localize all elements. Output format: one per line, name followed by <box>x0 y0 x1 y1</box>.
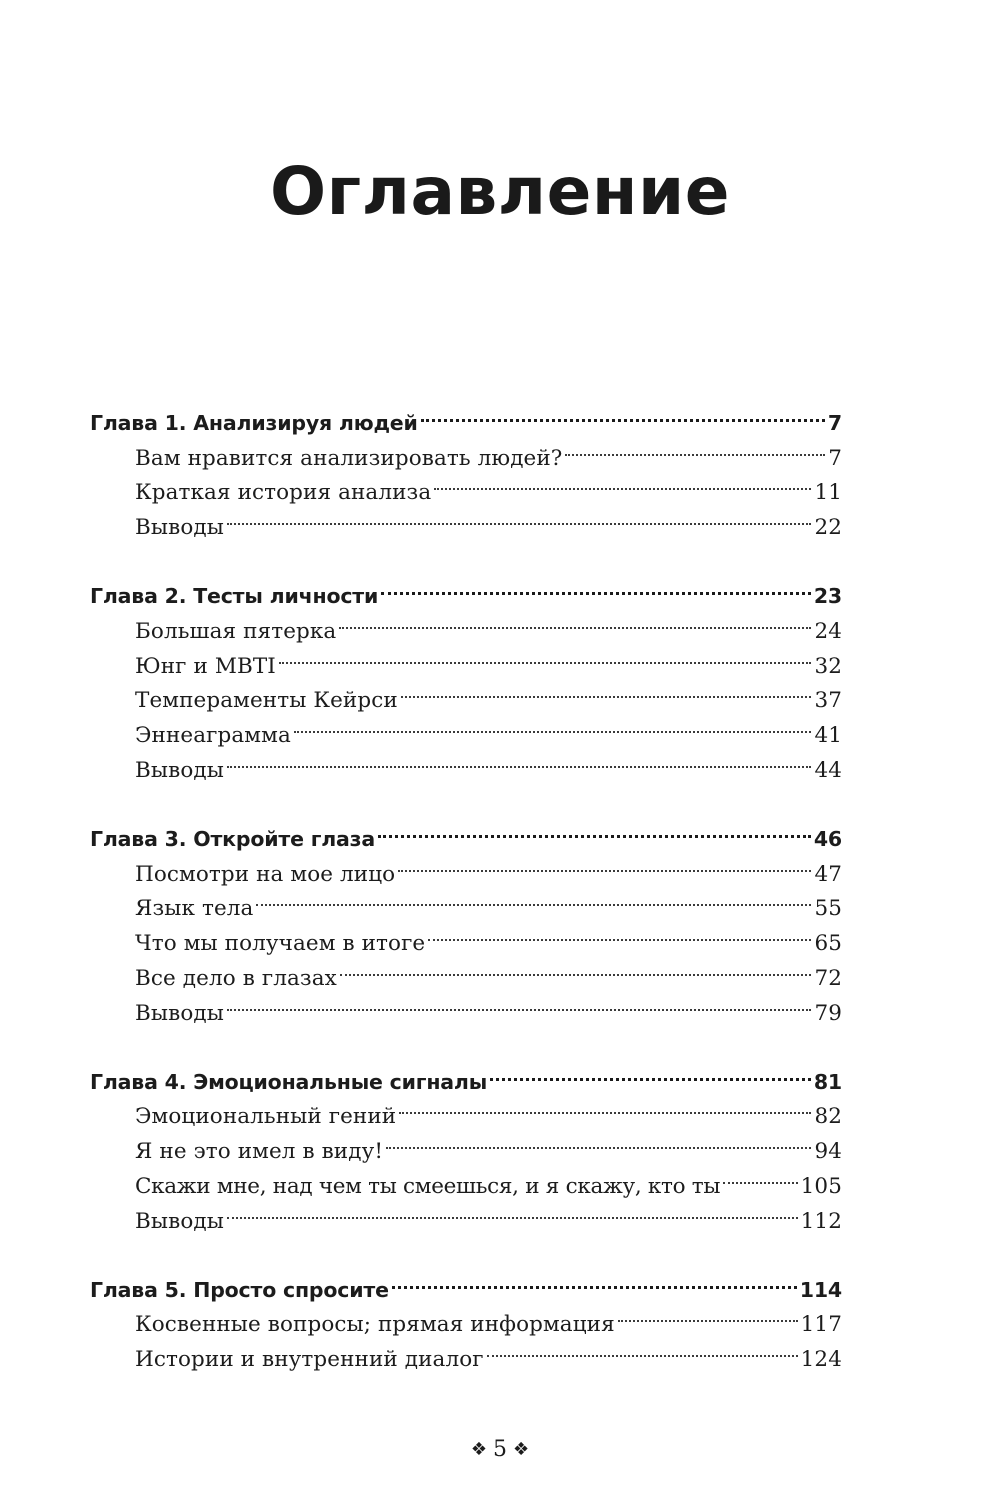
dot-leader <box>227 985 812 1020</box>
diamond-ornament-icon: ❖ <box>513 1439 530 1460</box>
chapter-5 <box>90 1262 842 1373</box>
section-title: Эмоциональный гений <box>135 1104 397 1130</box>
chapter-3 <box>90 811 842 1026</box>
page-number: 124 <box>800 1347 842 1373</box>
dot-leader <box>565 430 825 465</box>
page-number: 22 <box>814 515 842 541</box>
section-title: Темпераменты Кейрси <box>135 688 398 714</box>
dot-leader <box>428 915 811 950</box>
dot-leader <box>227 499 812 534</box>
section-title: Все дело в глазах <box>135 965 337 991</box>
dot-leader <box>339 603 811 638</box>
footer-page-number: 5 <box>493 1437 507 1462</box>
page-number: 32 <box>814 653 842 679</box>
chapter-title: Глава 5. Просто спросите <box>90 1277 389 1302</box>
section-title: Косвенные вопросы; прямая информация <box>135 1312 615 1338</box>
dot-leader <box>434 465 811 500</box>
diamond-ornament-icon: ❖ <box>470 1439 487 1460</box>
page-number: 46 <box>813 826 842 851</box>
dot-leader <box>399 1089 811 1124</box>
page-number: 44 <box>814 757 842 783</box>
dot-leader <box>421 395 825 430</box>
section-title: Выводы <box>135 1208 224 1234</box>
toc-chapter-entry[interactable] <box>90 1262 842 1302</box>
dot-leader <box>723 1158 797 1193</box>
page-number: 105 <box>800 1173 842 1199</box>
dot-leader <box>487 1331 798 1366</box>
section-title: Вам нравится анализировать людей? <box>135 445 563 471</box>
chapter-title: Глава 1. Анализируя людей <box>90 410 418 435</box>
chapter-title: Глава 2. Тесты личности <box>90 583 379 608</box>
section-title: Я не это имел в виду! <box>135 1139 384 1165</box>
page-number: 24 <box>814 618 842 644</box>
section-title: Юнг и MBTI <box>135 653 276 679</box>
toc-chapter-entry[interactable] <box>90 811 842 851</box>
page-number: 41 <box>814 723 842 749</box>
chapter-title: Глава 3. Откройте глаза <box>90 826 376 851</box>
dot-leader <box>227 1193 798 1228</box>
chapter-1 <box>90 395 842 541</box>
dot-leader <box>618 1297 798 1332</box>
section-title: Краткая история анализа <box>135 480 432 506</box>
page-number: 7 <box>828 445 842 471</box>
page-number: 82 <box>814 1104 842 1130</box>
section-title: Скажи мне, над чем ты смеешься, и я скажу, кто ты <box>135 1173 721 1199</box>
dot-leader <box>294 707 812 742</box>
dot-leader <box>381 568 811 603</box>
dot-leader <box>256 881 811 916</box>
page-number: 47 <box>814 861 842 887</box>
dot-leader <box>392 1262 797 1297</box>
page-number: 37 <box>814 688 842 714</box>
section-title: Эннеаграмма <box>135 723 291 749</box>
chapter-title: Глава 4. Эмоциональные сигналы <box>90 1069 488 1094</box>
toc-chapter-entry[interactable] <box>90 1054 842 1094</box>
page-number: 65 <box>814 931 842 957</box>
toc-chapter-entry[interactable] <box>90 568 842 608</box>
dot-leader <box>386 1123 811 1158</box>
section-title: Большая пятерка <box>135 618 337 644</box>
page-number: 114 <box>799 1277 842 1302</box>
page-number: 11 <box>814 480 842 506</box>
dot-leader <box>279 638 812 673</box>
page-title: Оглавление <box>270 153 730 230</box>
section-title: Выводы <box>135 757 224 783</box>
dot-leader <box>227 742 812 777</box>
section-title: Что мы получаем в итоге <box>135 931 426 957</box>
chapter-2 <box>90 568 842 783</box>
page-number: 55 <box>814 896 842 922</box>
section-title: Выводы <box>135 515 224 541</box>
dot-leader <box>398 846 811 881</box>
chapter-4 <box>90 1054 842 1234</box>
table-of-contents <box>90 395 842 1400</box>
page-number: 79 <box>814 1000 842 1026</box>
page-footer <box>0 1433 1000 1467</box>
page-number: 72 <box>814 965 842 991</box>
dot-leader <box>378 811 811 846</box>
page-number: 94 <box>814 1139 842 1165</box>
section-title: Посмотри на мое лицо <box>135 861 396 887</box>
page-number: 117 <box>800 1312 842 1338</box>
page-number: 81 <box>813 1069 842 1094</box>
section-title: Истории и внутренний диалог <box>135 1347 484 1373</box>
dot-leader <box>340 950 812 985</box>
toc-chapter-entry[interactable] <box>90 395 842 435</box>
page-number: 112 <box>800 1208 842 1234</box>
page-number: 23 <box>813 583 842 608</box>
dot-leader <box>490 1054 811 1089</box>
page-number: 7 <box>827 410 842 435</box>
section-title: Выводы <box>135 1000 224 1026</box>
dot-leader <box>401 673 812 708</box>
section-title: Язык тела <box>135 896 254 922</box>
